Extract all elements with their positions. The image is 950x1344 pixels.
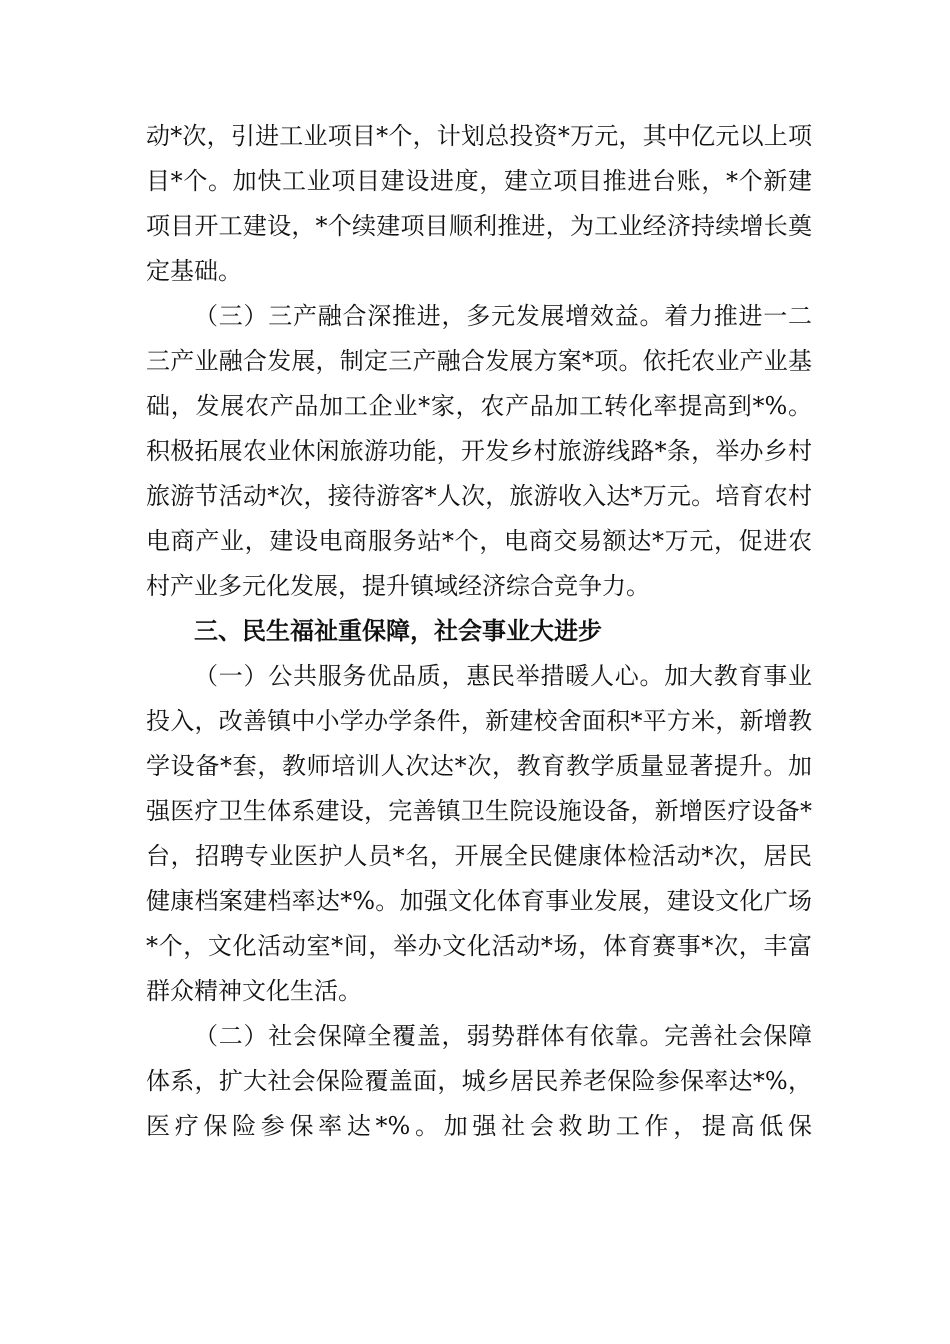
paragraph-text: 动*次，引进工业项目*个，计划总投资*万元，其中亿元以上项目*个。加快工业项目建设进度，建立项目推进台账，*个新建项目开工建设，*个续建项目顺利推进，为工业经济持续增长奠定基础。 xyxy=(146,122,812,285)
paragraph-social-security xyxy=(146,1014,812,1149)
paragraph-lead-heading: （一）公共服务优品质，惠民举措暖人心。 xyxy=(194,662,665,690)
paragraph-text: 着力推进一二三产业融合发展，制定三产融合发展方案*项。依托农业产业基础，发展农产品加工企业*家，农产品加工转化率提高到*%。积极拓展农业休闲旅游功能，开发乡村旅游线路*条，举办乡村旅游节活动*次，接待游客*人次，旅游收入达*万元。培育农村电商产业，建设电商服务站*个，电商交易额达*万元，促进农村产业多元化发展，提升镇域经济综合竞争力。 xyxy=(146,302,812,600)
paragraph-text: 完善社会保障体系，扩大社会保险覆盖面，城乡居民养老保险参保率达*%，医疗保险参保率达*%。加强社会救助工作，提高低保 xyxy=(146,1022,812,1140)
paragraph-industry-continued xyxy=(146,114,812,294)
paragraph-public-services xyxy=(146,654,812,1014)
document-page xyxy=(146,114,812,1149)
paragraph-lead-heading: （二）社会保障全覆盖，弱势群体有依靠。 xyxy=(194,1022,665,1050)
section-heading: 三、民生福祉重保障，社会事业大进步 xyxy=(194,617,602,645)
paragraph-text: 加大教育事业投入，改善镇中小学办学条件，新建校舍面积*平方米，新增教学设备*套，教师培训人次达*次，教育教学质量显著提升。加强医疗卫生体系建设，完善镇卫生院设施设备，新增医疗设备*台，招聘专业医护人员*名，开展全民健康体检活动*次，居民健康档案建档率达*%。加强文化体育事业发展，建设文化广场*个，文化活动室*间，举办文化活动*场，体育赛事*次，丰富群众精神文化生活。 xyxy=(146,662,812,1005)
paragraph-tertiary-integration xyxy=(146,294,812,609)
paragraph-lead-heading: （三）三产融合深推进，多元发展增效益。 xyxy=(194,302,665,330)
